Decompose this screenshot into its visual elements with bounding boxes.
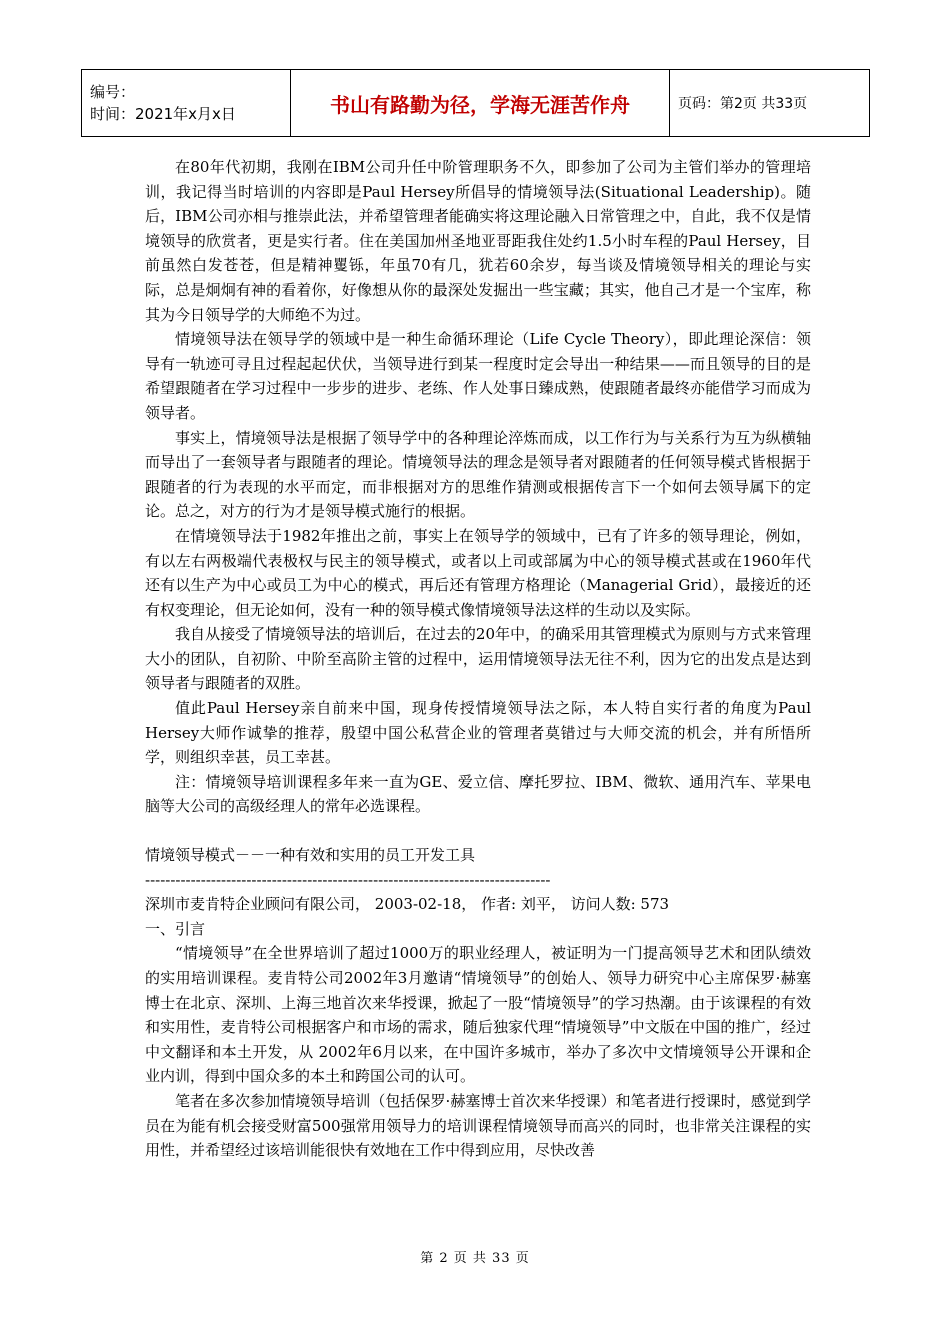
article-divider: -------------------------------------------------------------------------------- — [145, 870, 551, 889]
section-heading: 一、引言 — [145, 919, 206, 938]
document-time-label: 时间：2021年x月x日 — [90, 105, 236, 123]
header-page-info: 页码：第2页 共33页 — [670, 70, 870, 137]
article-paragraph-2: 笔者在多次参加情境领导培训（包括保罗·赫塞博士首次来华授课）和笔者进行授课时，感觉到学员在为能有机会接受财富500强常用领导力的培训课程情境领导而高兴的同时，也非常关注课程的实用性，并希望经过该培训能很快有效地在工作中得到应用，尽快改善 — [145, 1091, 811, 1160]
paragraph-4: 在情境领导法于1982年推出之前，事实上在领导学的领域中，已有了许多的领导理论，例如，有以左右两极端代表极权与民主的领导模式，或者以上司或部属为中心的领导模式甚或在1960年代还有以生产为中心或员工为中心的模式，再后还有管理方格理论（Managerial Grid），最接近的还有权变理论，但无论如何，没有一种的领导模式像情境领导法这样的生动以及实际。 — [145, 526, 811, 619]
paragraph-3: 事实上，情境领导法是根据了领导学中的各种理论淬炼而成，以工作行为与关系行为互为纵横轴而导出了一套领导者与跟随者的理论。情境领导法的理念是领导者对跟随者的任何领导模式皆根据于跟随者的行为表现的水平而定，而非根据对方的思维作猜测或根据传言下一个如何去领导属下的定论。总之，对方的行为才是领导模式施行的根据。 — [145, 428, 811, 521]
document-body — [145, 155, 811, 1163]
paragraph-2: 情境领导法在领导学的领域中是一种生命循环理论（Life Cycle Theory），即此理论深信：领导有一轨迹可寻且过程起起伏伏，当领导进行到某一程度时定会导出一种结果——而且领导的目的是希望跟随者在学习过程中一步步的进步、老练、作人处事日臻成熟，使跟随者最终亦能借学习而成为领导者。 — [145, 330, 811, 422]
spacer — [145, 819, 811, 843]
article-meta: 深圳市麦肯特企业顾问有限公司， 2003-02-18， 作者: 刘平， 访问人数: 573 — [145, 895, 670, 914]
article-paragraph-1: “情境领导”在全世界培训了超过1000万的职业经理人，被证明为一门提高领导艺术和团队绩效的实用培训课程。麦肯特公司2002年3月邀请“情境领导”的创始人、领导力研究中心主席保罗·赫塞博士在北京、深圳、上海三地首次来华授课，掀起了一股“情境领导”的学习热潮。由于该课程的有效和实用性，麦肯特公司根据客户和市场的需求，随后独家代理“情境领导”中文版在中国的推广，经过中文翻译和本土开发，从 2002年6月以来，在中国许多城市，举办了多次中文情境领导公开课和企业内训，得到中国众多的本土和跨国公司的认可。 — [145, 944, 811, 1086]
paragraph-6: 值此Paul Hersey亲自前来中国，现身传授情境领导法之际，本人特自实行者的角度为Paul Hersey大师作诚挚的推荐，殷望中国公私营企业的管理者莫错过与大师交流的机会，并有所悟所学，则组织幸甚，员工幸甚。 — [145, 699, 811, 767]
paragraph-5: 我自从接受了情境领导法的培训后，在过去的20年中，的确采用其管理模式为原则与方式来管理大小的团队，自初阶、中阶至高阶主管的过程中，运用情境领导法无往不利，因为它的出发点是达到领导者与跟随者的双胜。 — [145, 625, 811, 693]
document-number-label: 编号： — [90, 83, 136, 101]
header-left-cell — [82, 70, 291, 137]
header-motto: 书山有路勤为径，学海无涯苦作舟 — [291, 70, 670, 137]
article-title: 情境领导模式－－一种有效和实用的员工开发工具 — [145, 846, 476, 865]
paragraph-1: 在80年代初期，我刚在IBM公司升任中阶管理职务不久，即参加了公司为主管们举办的管理培训，我记得当时培训的内容即是Paul Hersey所倡导的情境领导法(Situational Leadership)。随后，IBM公司亦相与推崇此法，并希望管理者能确实将这理论融入日常管理之中，自此，我不仅是情境领导的欣赏者，更是实行者。住在美国加州圣地亚哥距我住处约1.5小时车程的Paul Hersey，目前虽然白发苍苍，但是精神矍铄，年虽70有几，犹若60余岁，每当谈及情境领导相关的理论与实际，总是炯炯有神的看着你，好像想从你的最深处发掘出一些宝藏；其实，他自己才是一个宝库，称其为今日领导学的大师绝不为过。 — [145, 158, 811, 324]
page-footer: 第 2 页 共 33 页 — [420, 1251, 530, 1266]
document-header — [81, 69, 870, 137]
paragraph-note: 注：情境领导培训课程多年来一直为GE、爱立信、摩托罗拉、IBM、微软、通用汽车、苹果电脑等大公司的高级经理人的常年必选课程。 — [145, 772, 811, 816]
